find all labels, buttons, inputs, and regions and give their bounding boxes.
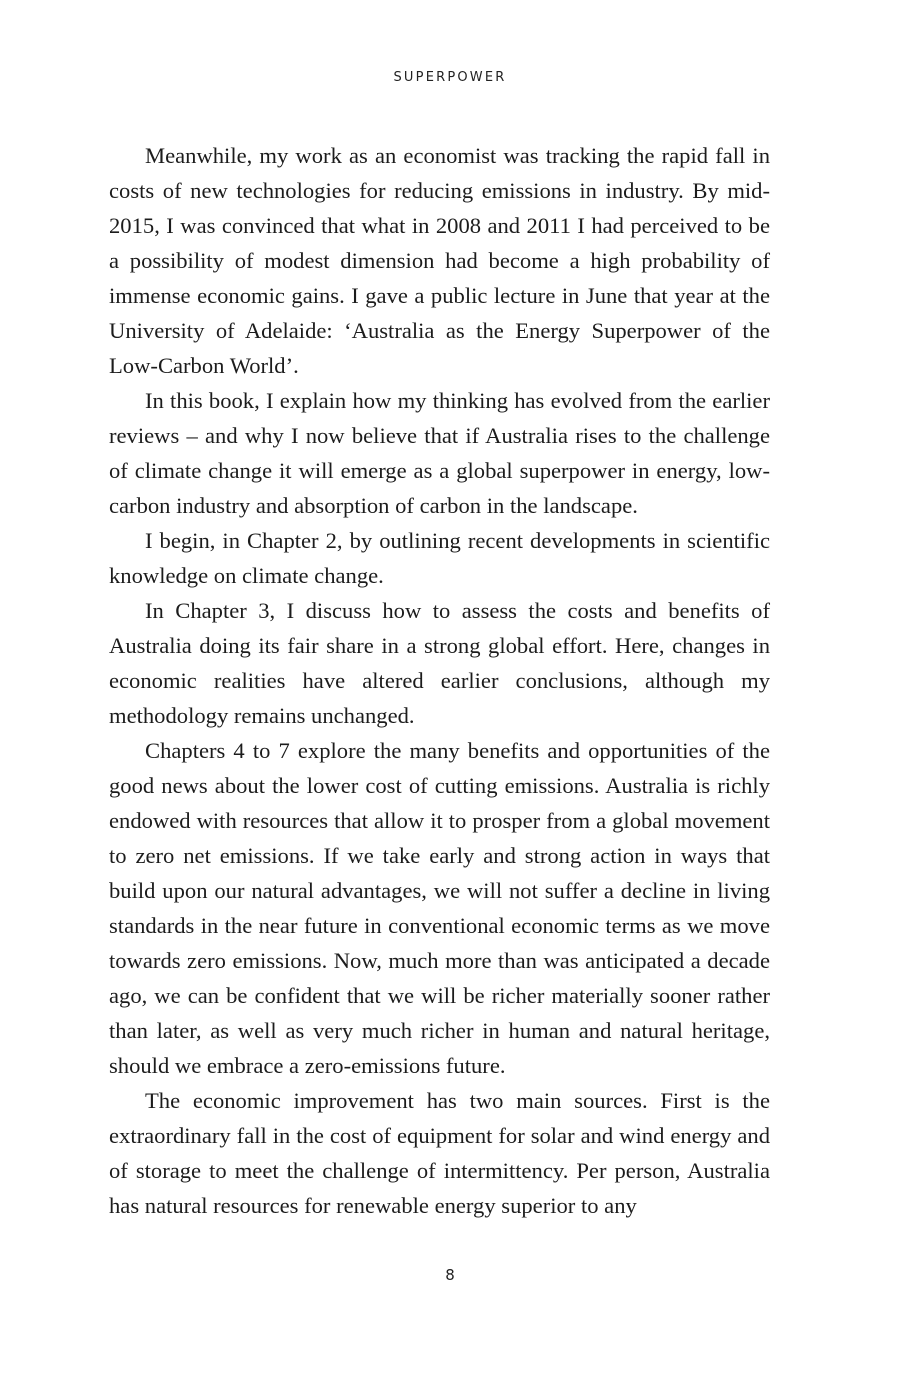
body-text <box>109 138 770 1223</box>
page-number: 8 <box>445 1266 455 1284</box>
paragraph: In Chapter 3, I discuss how to assess the costs and benefits of Australia doing its fair share in a strong global effort. Here, changes in economic realities have altered earlier conclusions, although my methodology remains unchanged. <box>109 598 770 728</box>
paragraph: Meanwhile, my work as an economist was tracking the rapid fall in costs of new technologies for reducing emissions in industry. By mid-2015, I was convinced that what in 2008 and 2011 I had perceived to be a possibility of modest dimension had become a high probability of immense economic gains. I gave a public lecture in June that year at the University of Adelaide: ‘Australia as the Energy Superpower of the Low-Carbon World’. <box>109 143 770 378</box>
paragraph: In this book, I explain how my thinking has evolved from the earlier reviews – and why I now believe that if Australia rises to the challenge of climate change it will emerge as a global superpower in energy, low-carbon industry and absorption of carbon in the landscape. <box>109 388 770 518</box>
paragraph: Chapters 4 to 7 explore the many benefits and opportunities of the good news about the lower cost of cutting emissions. Australia is richly endowed with resources that allow it to prosper from a global movement to zero net emissions. If we take early and strong action in ways that build upon our natural advantages, we will not suffer a decline in living standards in the near future in conventional economic terms as we move towards zero emissions. Now, much more than was anticipated a decade ago, we can be confident that we will be richer materially sooner rather than later, as well as very much richer in human and natural heritage, should we embrace a zero-emissions future. <box>109 738 770 1078</box>
paragraph: I begin, in Chapter 2, by outlining recent developments in scientific knowledge on climate change. <box>109 528 770 588</box>
running-head: SUPERPOWER <box>393 70 507 85</box>
paragraph: The economic improvement has two main sources. First is the extraordinary fall in the cost of equipment for solar and wind energy and of storage to meet the challenge of intermittency. Per person, Australia has natural resources for renewable energy superior to any <box>109 1088 770 1218</box>
